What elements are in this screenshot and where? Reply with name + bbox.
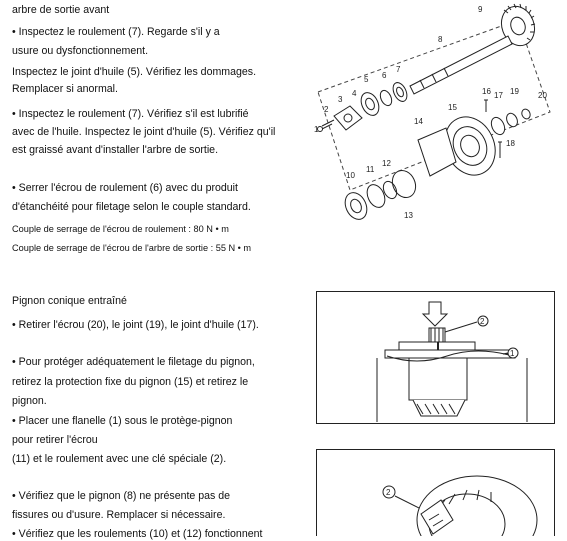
callout-11: 11 [366,165,375,174]
callout-16: 16 [482,87,491,96]
text-line: pour retirer l'écrou [12,434,98,446]
text-line: retirez la protection fixe du pignon (15) et retirez le [12,376,249,388]
figure-special-wrench [316,449,555,536]
callout-2: 2 [386,488,391,497]
callout-12: 12 [382,159,391,168]
figure-nut-removal [316,291,555,424]
text-line: usure ou dysfonctionnement. [12,45,149,57]
callout-17: 17 [494,91,503,100]
text-line: (11) et le roulement avec une clé spéciale (2). [12,453,227,465]
section-heading-driven-bevel-pinion: Pignon conique entraîné [12,295,127,307]
text-line: • Inspectez le roulement (7). Regarde s'il y a [12,26,220,38]
callout-19: 19 [510,87,519,96]
callout-1: 1 [510,349,515,358]
text-line: • Inspectez le roulement (7). Vérifiez s'il est lubrifié [12,108,249,120]
exploded-view-diagram [300,0,567,235]
callout-6: 6 [382,71,387,80]
text-line: fissures ou d'usure. Remplacer si nécessaire. [12,509,226,521]
text-line: Remplacer si anormal. [12,83,118,95]
text-line: • Placer une flanelle (1) sous le protège-pignon [12,415,233,427]
callout-4: 4 [352,89,357,98]
callout-10: 10 [346,171,355,180]
callout-7: 7 [396,65,401,74]
text-line: • Vérifiez que les roulements (10) et (12) fonctionnent [12,528,263,540]
text-line: d'étanchéité pour filetage selon le couple standard. [12,201,251,213]
torque-spec-output-shaft-nut: Couple de serrage de l'écrou de l'arbre de sortie : 55 N • m [12,243,252,253]
callout-13: 13 [404,211,413,220]
callout-14: 14 [414,117,423,126]
callout-15: 15 [448,103,457,112]
callout-9: 9 [478,5,483,14]
callout-18: 18 [506,139,515,148]
text-line: est graissé avant d'installer l'arbre de sortie. [12,144,219,156]
text-line: Inspectez le joint d'huile (5). Vérifiez les dommages. [12,66,257,78]
torque-spec-bearing-nut: Couple de serrage de l'écrou de roulement : 80 N • m [12,224,229,234]
callout-8: 8 [438,35,443,44]
text-line: • Vérifiez que le pignon (8) ne présente pas de [12,490,231,502]
callout-2: 2 [480,317,485,326]
text-line: • Serrer l'écrou de roulement (6) avec du produit [12,182,238,194]
text-line: • Retirer l'écrou (20), le joint (19), le joint d'huile (17). [12,319,259,331]
callout-5: 5 [364,75,369,84]
section-heading-output-shaft: arbre de sortie avant [12,4,110,16]
callout-3: 3 [338,95,343,104]
callout-2: 2 [324,105,329,114]
callout-1: 1 [314,125,319,134]
text-line: pignon. [12,395,47,407]
callout-20: 20 [538,91,547,100]
text-line: avec de l'huile. Inspectez le joint d'huile (5). Vérifiez qu'il [12,126,276,138]
text-line: • Pour protéger adéquatement le filetage du pignon, [12,356,255,368]
